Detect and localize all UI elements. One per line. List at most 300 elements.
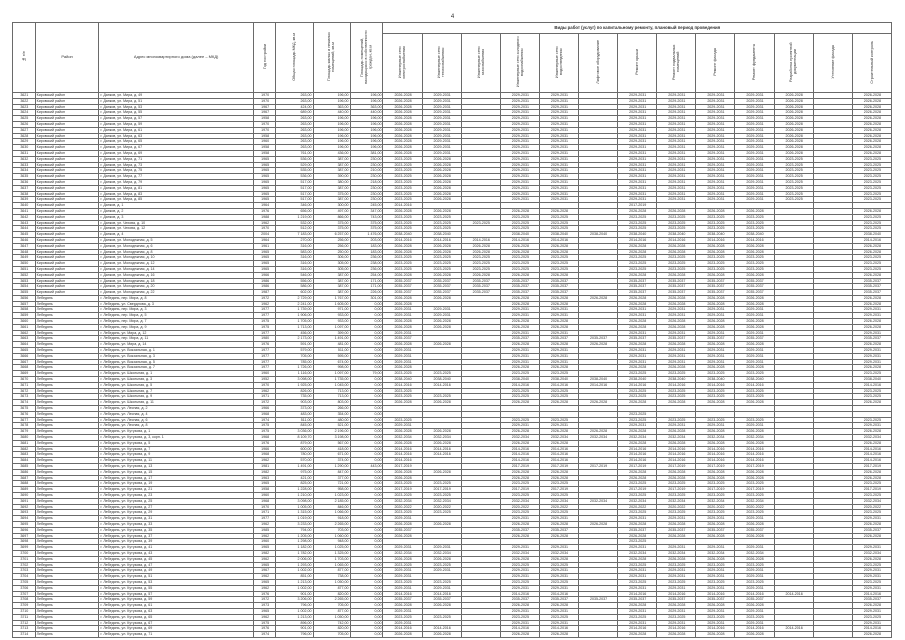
table-cell: 3681 [13,440,36,446]
table-cell: 2029-2031 [735,104,774,110]
table-cell: 2029-2031 [539,545,578,551]
table-cell: 3695 [13,521,36,527]
table-cell: 2026-2028 [735,475,774,481]
table-cell [579,632,618,638]
table-cell: 3664 [13,342,36,348]
table-cell: 2023-2025 [852,417,891,423]
table-cell: 1 002,00 [276,608,313,614]
table-cell: 2026-2028 [539,429,578,435]
table-cell: 250,00 [313,249,350,255]
table-cell: 3672 [13,388,36,394]
table-cell: 2026-2028 [852,110,891,116]
table-cell: 3678 [13,423,36,429]
table-cell: 2029-2031 [539,307,578,313]
table-cell: 0,00 [350,545,383,551]
table-cell: Лебедянь [35,545,99,551]
table-cell: 2026-2028 [461,249,500,255]
table-cell: 1 906,00 [276,313,313,319]
table-cell: 2026-2028 [383,133,422,139]
table-cell: 2038-2040 [735,377,774,383]
table-cell: 2014-2016 [539,382,578,388]
table-cell: 196,00 [313,133,350,139]
table-cell: 2026-2028 [657,440,696,446]
table-cell: Лебедянь [35,313,99,319]
table-cell: 2029-2031 [657,197,696,203]
table-cell: 2029-2031 [657,174,696,180]
table-cell: 2035-2037 [422,278,461,284]
table-cell: 2029-2031 [735,150,774,156]
table-cell: 2023-2025 [696,371,735,377]
table-cell: 2026-2028 [618,632,657,638]
table-cell: 2029-2031 [422,568,461,574]
table-cell: 196,00 [313,127,350,133]
table-cell: 481,00 [313,342,350,348]
table-cell: 2 173,00 [276,336,313,342]
table-cell: 2029-2031 [852,545,891,551]
table-cell: 713,00 [313,388,350,394]
table-cell: 2023-2025 [735,417,774,423]
table-cell: 2029-2031 [383,545,422,551]
table-cell: 2029-2031 [696,121,735,127]
table-cell: 0,00 [350,608,383,614]
table-cell: 2023-2025 [539,579,578,585]
table-cell: г. Лебедянь, ул. Школьная, д. 1 [99,371,253,377]
table-cell: 2029-2031 [422,545,461,551]
table-cell: 2029-2031 [735,121,774,127]
table-cell: г. Данков, ул. Мира, д. 53 [99,104,253,110]
table-cell: 3665 [13,348,36,354]
table-cell: 2026-2028 [735,301,774,307]
table-cell: 532,00 [276,220,313,226]
table-cell: Лебедянь [35,464,99,470]
table-cell: 2029-2031 [657,353,696,359]
table-cell: 0,00 [350,620,383,626]
table-cell: 1970 [253,93,276,99]
table-cell: 2032-2034 [422,498,461,504]
table-cell: 2029-2031 [696,174,735,180]
table-cell: 2023-2025 [696,266,735,272]
table-cell: 3668 [13,365,36,371]
table-cell: 2029-2031 [500,104,539,110]
table-cell: 1972 [253,597,276,603]
table-cell: 2029-2031 [500,313,539,319]
table-cell: г. Данков, ул. Мира, д. 77 [99,174,253,180]
table-cell: 256,00 [313,237,350,243]
table-cell: 2029-2031 [852,568,891,574]
table-cell: 1965 [253,168,276,174]
table-cell: 2026-2028 [383,272,422,278]
table-cell: Лебедянь [35,504,99,510]
table-cell: 2017-2019 [383,487,422,493]
table-cell: 1976 [253,208,276,214]
table-cell: г. Данков, ул. Мира, д. 79 [99,179,253,185]
table-cell: 2023-2025 [696,220,735,226]
table-cell: 1975 [253,319,276,325]
table-cell: 2014-2016 [383,458,422,464]
table-cell: 2026-2028 [461,272,500,278]
table-cell: 183,00 [350,243,383,249]
table-cell: 2029-2031 [500,127,539,133]
table-cell: 2026-2028 [422,469,461,475]
table-cell: 2026-2028 [383,121,422,127]
table-cell: 1 097,00 [313,324,350,330]
table-cell: 3637 [13,185,36,191]
table-cell: Лебедянь [35,527,99,533]
table-cell: 2026-2028 [735,632,774,638]
table-cell: 2023-2025 [618,614,657,620]
table-cell: 1965 [253,179,276,185]
table-cell: 2026-2028 [500,400,539,406]
table-cell: 1 293,00 [276,562,313,568]
table-cell: 2029-2031 [696,353,735,359]
table-cell: 2026-2028 [500,319,539,325]
table-cell: 2029-2031 [383,574,422,580]
table-cell: 2029-2031 [539,516,578,522]
table-cell: 2029-2031 [539,620,578,626]
table-cell: 2029-2031 [618,307,657,313]
table-cell: 1965 [253,249,276,255]
table-cell: 2026-2028 [657,556,696,562]
table-cell: 2029-2031 [618,150,657,156]
table-cell: 2023-2025 [500,255,539,261]
table-cell: 1967 [253,568,276,574]
table-cell: 2029-2031 [618,168,657,174]
table-cell: 2026-2028 [422,521,461,527]
table-cell: 2029-2031 [735,313,774,319]
table-cell: 1 735,00 [313,377,350,383]
table-cell: 2029-2031 [657,574,696,580]
table-cell: 1965 [253,608,276,614]
table-cell: 263,00 [276,98,313,104]
table-cell: 2029-2031 [422,145,461,151]
table-cell: Кировский район [35,191,99,197]
table-cell: г. Лебедянь, ул. Кутузова, д. 25 [99,498,253,504]
table-cell: Лебедянь [35,295,99,301]
table-cell: 2023-2025 [696,388,735,394]
table-cell: 3639 [13,197,36,203]
table-cell: 2035-2037 [852,278,891,284]
table-cell: Лебедянь [35,574,99,580]
table-cell: 2026-2028 [696,521,735,527]
table-cell: 375,00 [313,191,350,197]
table-cell: 2017-2019 [383,464,422,470]
table-cell: 2029-2031 [500,179,539,185]
table-cell: 2026-2028 [383,475,422,481]
table-cell: Лебедянь [35,632,99,638]
table-cell: 2038-2040 [539,377,578,383]
table-cell: 2023-2025 [735,562,774,568]
table-cell: 1960 [253,371,276,377]
table-cell: 2023-2025 [422,579,461,585]
table-cell: 517,00 [276,185,313,191]
table-cell: 2029-2031 [618,330,657,336]
table-cell: 743,00 [350,214,383,220]
table-cell: 2029-2031 [657,150,696,156]
table-cell: 2029-2031 [422,313,461,319]
table-cell: 2023-2025 [852,261,891,267]
table-cell: 3674 [13,400,36,406]
table-cell: г. Лебедянь, ул. Школьная, д. 9 [99,394,253,400]
table-cell: 1965 [253,174,276,180]
table-cell: 0,00 [350,324,383,330]
table-cell: 2029-2031 [500,348,539,354]
table-cell: 1 491,00 [276,464,313,470]
table-cell: 1 019,00 [276,516,313,522]
table-cell: 2029-2031 [696,568,735,574]
table-cell: 2026-2028 [774,127,813,133]
table-cell: 2023-2025 [618,261,657,267]
table-cell: 2035-2037 [618,527,657,533]
table-cell: 2032-2034 [500,435,539,441]
table-cell: 2038-2040 [383,377,422,383]
table-cell: 1962 [253,533,276,539]
table-cell: 381,00 [350,150,383,156]
table-cell: 2029-2031 [618,348,657,354]
table-cell: 0,00 [350,568,383,574]
table-cell: Лебедянь [35,585,99,591]
table-cell: 2023-2025 [500,510,539,516]
table-cell: 1962 [253,556,276,562]
table-cell: 1975 [253,429,276,435]
table-cell: 2029-2031 [657,359,696,365]
table-cell: 1960 [253,539,276,545]
table-cell: 2014-2016 [774,626,813,632]
table-cell: 2032-2034 [657,550,696,556]
table-cell: 2026-2028 [735,521,774,527]
table-cell: 1975 [253,620,276,626]
table-cell: 2026-2028 [383,93,422,99]
table-cell: 2014-2016 [539,626,578,632]
table-cell: 2023-2025 [774,174,813,180]
table-cell: 2026-2028 [852,127,891,133]
table-cell: г. Лебедянь, ул. Кутузова, д. 47 [99,562,253,568]
table-cell: 2029-2031 [539,568,578,574]
table-cell: 1 045,00 [313,382,350,388]
table-cell: 2029-2031 [618,516,657,522]
table-cell: 2032-2034 [696,498,735,504]
table-cell: 3675 [13,406,36,412]
table-cell: 3692 [13,504,36,510]
table-cell: 705,00 [313,603,350,609]
table-cell: 1976 [253,591,276,597]
table-cell: 2029-2031 [539,121,578,127]
table-cell: 2029-2031 [539,98,578,104]
table-cell: 196,00 [313,121,350,127]
table-cell: 2029-2031 [735,423,774,429]
table-cell: 2029-2031 [657,121,696,127]
table-cell: 2023-2025 [852,266,891,272]
table-cell: 2023-2025 [383,417,422,423]
table-cell: 3631 [13,150,36,156]
table-cell: 2014-2016 [852,452,891,458]
table-cell: 2029-2031 [383,313,422,319]
table-cell: 595,00 [313,353,350,359]
table-cell: Кировский район [35,208,99,214]
table-cell: Кировский район [35,133,99,139]
table-cell: 1986 [253,284,276,290]
table-cell: Кировский район [35,156,99,162]
table-cell: 2020-2022 [657,504,696,510]
table-cell: 2029-2031 [539,585,578,591]
table-cell: 375,00 [350,226,383,232]
table-cell: 2035-2037 [735,278,774,284]
table-cell: Лебедянь [35,394,99,400]
table-cell: 2029-2031 [500,197,539,203]
table-cell: 2029-2031 [696,127,735,133]
table-cell: 2023-2025 [696,614,735,620]
table-cell: 2020-2022 [539,504,578,510]
table-cell: 2032-2034 [383,550,422,556]
table-cell: 2023-2025 [735,255,774,261]
table-cell: 230,00 [350,174,383,180]
table-cell: Лебедянь [35,597,99,603]
table-cell: 1965 [253,579,276,585]
table-cell: г. Лебедянь, ул. Кутузова, д. 45 [99,556,253,562]
table-cell: 703,00 [313,527,350,533]
table-cell: 387,00 [313,168,350,174]
table-cell: Кировский район [35,104,99,110]
table-cell: г. Лебедянь, пер. Мира, д. 9 [99,324,253,330]
table-cell: 2026-2028 [500,469,539,475]
table-cell: 2029-2031 [500,156,539,162]
table-cell: 2029-2031 [422,133,461,139]
table-cell: 2029-2031 [500,353,539,359]
table-cell: 2 265,00 [313,597,350,603]
table-cell: 1965 [253,261,276,267]
table-cell: 2026-2028 [539,324,578,330]
table-cell: 1 705,00 [276,319,313,325]
table-cell: 2026-2028 [852,93,891,99]
table-cell: 3673 [13,394,36,400]
table-cell: 2017-2019 [618,203,657,209]
table-cell: 2035-2037 [852,527,891,533]
table-cell: 2026-2028 [422,342,461,348]
table-cell: 2029-2031 [618,585,657,591]
table-cell: 2023-2025 [422,510,461,516]
table-cell: 2026-2028 [735,295,774,301]
table-cell: 2026-2028 [852,632,891,638]
table-cell: Лебедянь [35,440,99,446]
table-cell: 2020-2022 [696,504,735,510]
table-cell: 2026-2028 [579,295,618,301]
table-cell: 674,00 [313,359,350,365]
table-cell: 2026-2028 [696,243,735,249]
table-cell: Лебедянь [35,591,99,597]
table-cell: 375,00 [313,226,350,232]
table-cell: 316,00 [276,266,313,272]
table-cell: 2029-2031 [500,116,539,122]
table-cell: 2029-2031 [696,608,735,614]
header-col-10: Инженерные сети холодного водоснабжения [500,34,539,93]
table-cell: 2029-2031 [539,168,578,174]
table-cell: 2026-2028 [539,243,578,249]
table-cell: 2026-2028 [852,104,891,110]
table-cell: 2023-2025 [696,261,735,267]
table-cell: 2026-2028 [618,342,657,348]
table-cell: 1977 [253,307,276,313]
table-cell: 245,00 [350,203,383,209]
table-cell: 2026-2028 [852,400,891,406]
table-cell: 2029-2031 [735,98,774,104]
table-cell: 2035-2037 [500,336,539,342]
table-cell: 1965 [253,197,276,203]
header-col-1: Район [35,23,99,93]
table-cell: 0,00 [350,359,383,365]
table-cell: Лебедянь [35,579,99,585]
table-cell: 3679 [13,429,36,435]
table-cell: 2026-2028 [852,324,891,330]
table-cell: 2026-2028 [422,319,461,325]
table-cell: Лебедянь [35,521,99,527]
table-cell: Лебедянь [35,301,99,307]
table-cell: 2026-2028 [657,429,696,435]
table-cell: 2026-2028 [383,116,422,122]
table-cell: 1986 [253,278,276,284]
table-cell: 2029-2031 [735,185,774,191]
table-cell: 2023-2025 [657,220,696,226]
table-cell: 2038-2040 [579,377,618,383]
table-cell: 3644 [13,226,36,232]
table-cell: 0,00 [350,626,383,632]
table-cell: 2032-2034 [657,435,696,441]
table-cell: 2035-2037 [539,284,578,290]
table-cell: 2 265,00 [313,521,350,527]
table-cell: 2029-2031 [735,191,774,197]
table-cell: 2023-2025 [500,266,539,272]
table-cell: 2038-2040 [618,377,657,383]
table-cell: 2029-2031 [500,423,539,429]
table-cell: 2029-2031 [539,197,578,203]
table-cell: 3659 [13,313,36,319]
table-cell: 2038-2040 [696,377,735,383]
table-cell: г. Лебедянь, ул. Кутузова, д. 63 [99,608,253,614]
table-cell: 2029-2031 [500,150,539,156]
table-cell: 238,00 [350,261,383,267]
table-cell: 2023-2025 [852,191,891,197]
page-number: 4 [450,14,455,20]
table-cell: 480,00 [313,417,350,423]
table-cell: 2026-2028 [500,440,539,446]
table-cell: 270,00 [276,237,313,243]
table-cell: Лебедянь [35,423,99,429]
table-cell: 1981 [253,464,276,470]
table-cell: 2014-2016 [422,446,461,452]
table-cell: 421,00 [276,475,313,481]
table-cell: 2023-2025 [852,197,891,203]
table-cell: 2029-2031 [657,185,696,191]
table-cell: 3 036,00 [276,429,313,435]
table-cell: 2029-2031 [657,608,696,614]
table-cell: 2023-2025 [383,481,422,487]
table-cell: 2035-2037 [696,284,735,290]
table-cell: 2029-2031 [696,423,735,429]
table-cell: 2026-2028 [539,533,578,539]
table-cell: г. Лебедянь, ул. Кутузова, д. 27 [99,504,253,510]
table-cell: 2026-2028 [735,365,774,371]
table-cell: 2029-2031 [696,104,735,110]
table-cell: 2035-2037 [539,278,578,284]
table-cell: 1 219,00 [276,214,313,220]
table-cell: г. Лебедянь, ул. Кутузова, д. 71 [99,632,253,638]
table-cell: 2026-2028 [383,98,422,104]
table-cell: 2029-2031 [657,110,696,116]
header-col-8: Инженерные сети теплоснабжения [422,34,461,93]
table-cell: г. Лебедянь, ул. Школьная, д. 7 [99,388,253,394]
table-cell: 2029-2031 [618,620,657,626]
table-cell: Лебедянь [35,307,99,313]
table-cell: 2029-2031 [500,330,539,336]
table-cell: 2029-2031 [696,116,735,122]
